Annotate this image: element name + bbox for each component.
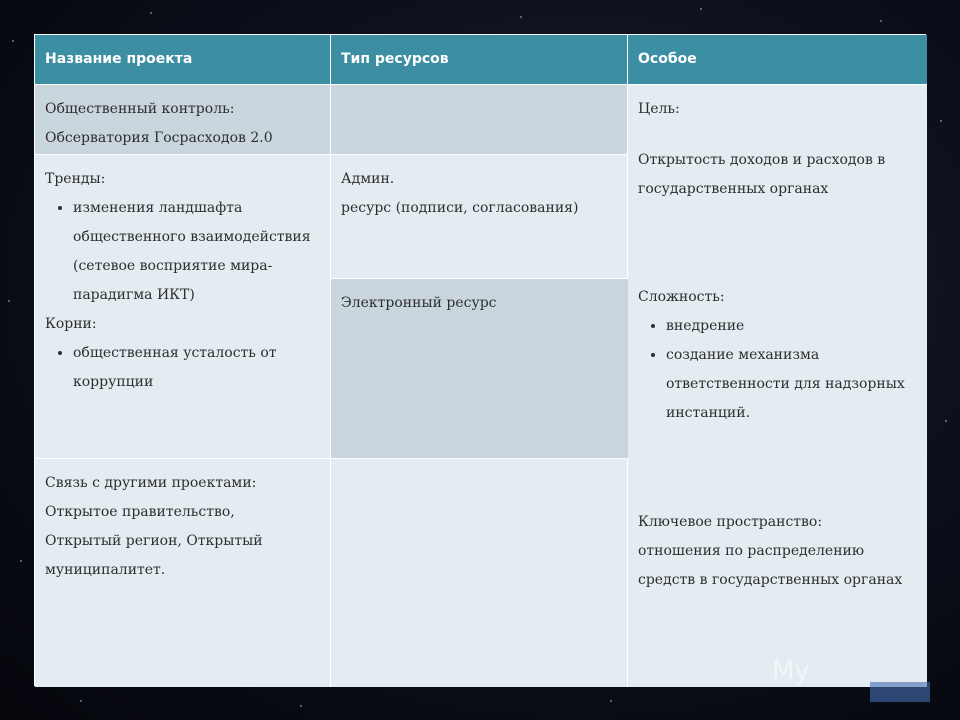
header-project-name: Название проекта — [35, 35, 331, 85]
watermark-text: My — [772, 656, 810, 686]
goal-label: Цель: — [638, 101, 680, 117]
links-line-4: муниципалитет. — [45, 562, 166, 578]
admin-resource-line-2: ресурс (подписи, согласования) — [341, 200, 579, 216]
electronic-resource-text: Электронный ресурс — [341, 295, 497, 311]
links-resource-empty-cell — [331, 459, 628, 687]
key-space-label: Ключевое пространство: — [638, 514, 823, 530]
resource-empty-cell — [331, 85, 628, 155]
complexity-list — [638, 312, 917, 428]
trends-label: Тренды: — [45, 171, 106, 187]
admin-resource-cell — [331, 155, 628, 279]
electronic-resource-cell — [331, 279, 628, 459]
goal-text: Открытость доходов и расходов в государственных органах — [638, 152, 886, 197]
roots-label: Корни: — [45, 316, 97, 332]
project-title-line-2: Обсерватория Госрасходов 2.0 — [45, 130, 273, 146]
project-table — [34, 34, 926, 686]
header-special: Особое — [628, 35, 927, 85]
complexity-item: • создание механизма ответственности для надзорных инстанций. — [666, 341, 917, 428]
trends-item: • изменения ландшафта общественного взаимодействия (сетевое восприятие мира-парадигма ИКТ) — [73, 194, 320, 310]
special-cell — [628, 85, 927, 687]
roots-item: • общественная усталость от коррупции — [73, 339, 320, 397]
admin-resource-line-1: Админ. — [341, 171, 395, 187]
links-cell — [35, 459, 331, 687]
header-resource-type: Тип ресурсов — [331, 35, 628, 85]
complexity-item: • внедрение — [666, 312, 917, 341]
links-line-3: Открытый регион, Открытый — [45, 533, 263, 549]
watermark — [772, 656, 810, 686]
roots-list — [45, 339, 320, 397]
project-title-cell — [35, 85, 331, 155]
complexity-label: Сложность: — [638, 289, 725, 305]
links-line-2: Открытое правительство, — [45, 504, 235, 520]
project-title-line-1: Общественный контроль: — [45, 101, 235, 117]
trends-list — [45, 194, 320, 310]
links-line-1: Связь с другими проектами: — [45, 475, 257, 491]
key-space-text: отношения по распределению средств в государственных органах — [638, 543, 903, 588]
watermark-box — [870, 682, 930, 702]
trends-cell — [35, 155, 331, 459]
